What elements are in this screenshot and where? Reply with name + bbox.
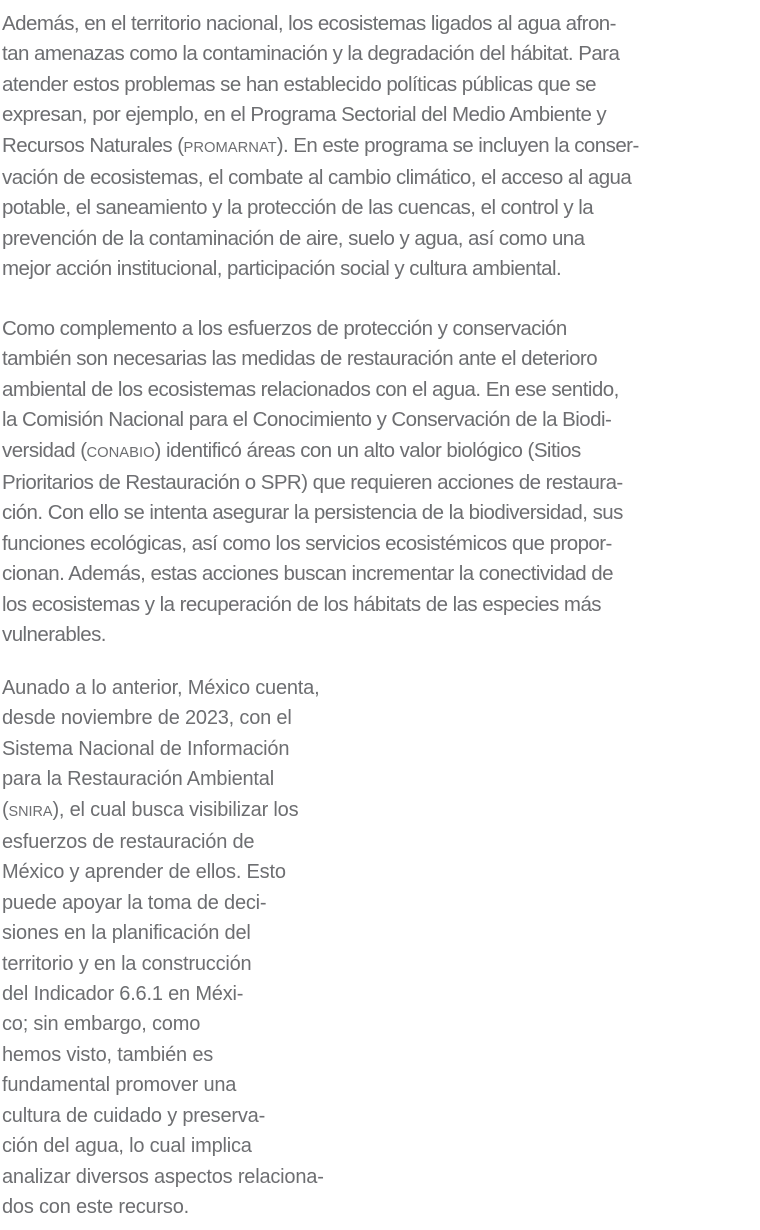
text-line: ambiental de los ecosistemas relacionados con el agua. En ese sentido, bbox=[2, 377, 619, 401]
paragraph-restoration bbox=[2, 314, 760, 650]
text-line: atender estos problemas se han establecido políticas públicas que se bbox=[2, 72, 596, 96]
text-line: la Comisión Nacional para el Conocimiento y Conservación de la Biodi- bbox=[2, 408, 612, 432]
text-line: territorio y en la construcción bbox=[2, 952, 252, 975]
text-line: Recursos Naturales (PROMARNAT). En este programa se incluyen la conser- bbox=[2, 133, 639, 157]
text-line: del Indicador 6.6.1 en Méxi- bbox=[2, 983, 244, 1006]
acronym: CONABIO bbox=[86, 444, 155, 461]
text-line: Prioritarios de Restauración o SPR) que requieren acciones de restaura- bbox=[2, 471, 623, 495]
text-line: expresan, por ejemplo, en el Programa Sectorial del Medio Ambiente y bbox=[2, 103, 607, 127]
text-line: desde noviembre de 2023, con el bbox=[2, 707, 292, 730]
text-line: cultura de cuidado y preserva- bbox=[2, 1104, 266, 1127]
text-line: co; sin embargo, como bbox=[2, 1013, 201, 1036]
text-line: México y aprender de ellos. Esto bbox=[2, 861, 286, 884]
acronym: SNIRA bbox=[8, 803, 53, 820]
text-line: mejor acción institucional, participación social y cultura ambiental. bbox=[2, 257, 562, 281]
text-line: Como complemento a los esfuerzos de protección y conservación bbox=[2, 317, 567, 340]
text-line: fundamental promover una bbox=[2, 1074, 237, 1097]
text-line: los ecosistemas y la recuperación de los hábitats de las especies más bbox=[2, 592, 602, 616]
text-line: versidad (CONABIO) identificó áreas con un alto valor biológico (Sitios bbox=[2, 438, 581, 462]
acronym: PROMARNAT bbox=[183, 139, 277, 156]
text-line: Aunado a lo anterior, México cuenta, bbox=[2, 677, 320, 699]
text-line: para la Restauración Ambiental bbox=[2, 768, 274, 791]
text-line: ción del agua, lo cual implica bbox=[2, 1135, 252, 1158]
text-line: también son necesarias las medidas de restauración ante el deterioro bbox=[2, 347, 598, 371]
paragraph-policies bbox=[2, 9, 760, 285]
text-line: esfuerzos de restauración de bbox=[2, 831, 255, 854]
text-line: vulnerables. bbox=[2, 623, 106, 647]
text-line: potable, el saneamiento y la protección de las cuencas, el control y la bbox=[2, 196, 594, 220]
text-line: Sistema Nacional de Información bbox=[2, 737, 290, 760]
text-line: cionan. Además, estas acciones buscan incrementar la conectividad de bbox=[2, 562, 614, 586]
text-line: (SNIRA), el cual busca visibilizar los bbox=[2, 798, 299, 821]
text-line: prevención de la contaminación de aire, suelo y agua, así como una bbox=[2, 226, 585, 250]
text-line: tan amenazas como la contaminación y la degradación del hábitat. Para bbox=[2, 42, 620, 66]
text-line: siones en la planificación del bbox=[2, 922, 251, 945]
paragraph-snira bbox=[2, 673, 402, 1222]
text-line: vación de ecosistemas, el combate al cambio climático, el acceso al agua bbox=[2, 166, 632, 190]
text-line: ción. Con ello se intenta asegurar la persistencia de la biodiversidad, sus bbox=[2, 501, 623, 525]
text-line: funciones ecológicas, así como los servicios ecosistémicos que propor- bbox=[2, 531, 612, 555]
text-line: puede apoyar la toma de deci- bbox=[2, 891, 267, 914]
text-line: hemos visto, también es bbox=[2, 1043, 214, 1066]
text-line: dos con este recurso. bbox=[2, 1195, 190, 1218]
text-line: Además, en el territorio nacional, los ecosistemas ligados al agua afron- bbox=[2, 12, 616, 35]
text-line: analizar diversos aspectos relaciona- bbox=[2, 1165, 324, 1188]
